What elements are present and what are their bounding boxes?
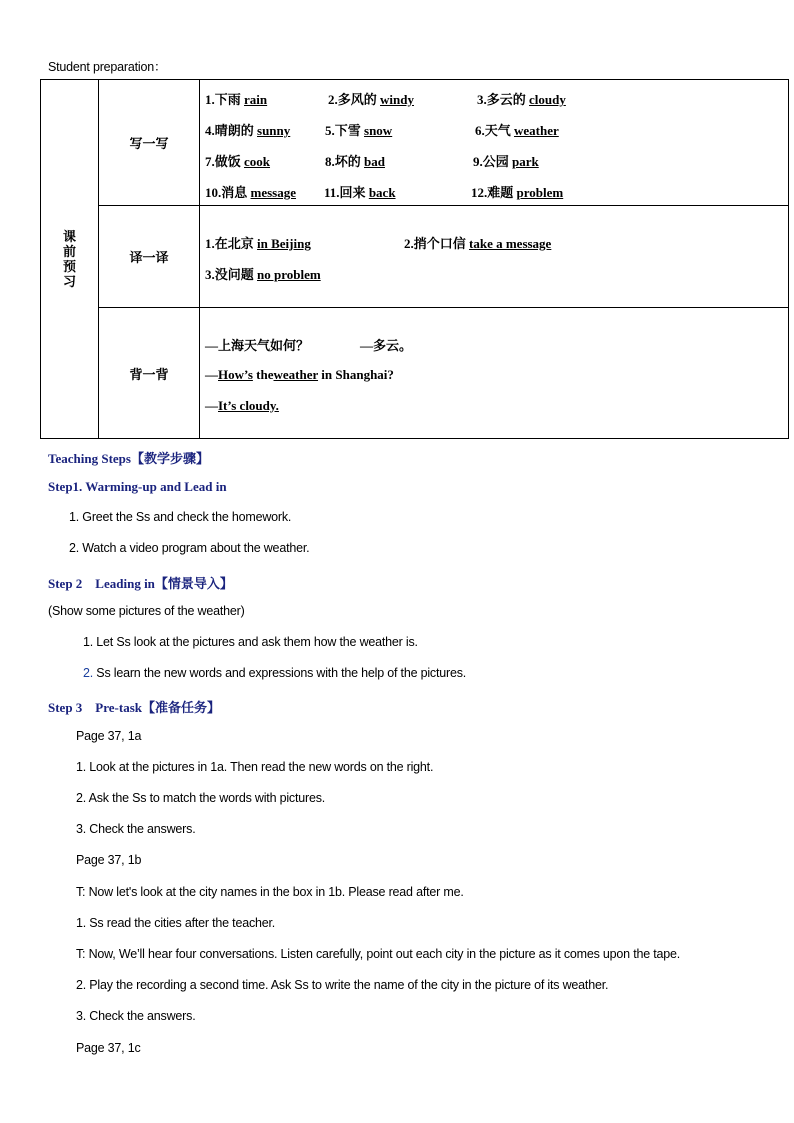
page-ref: Page 37, 1b <box>76 853 142 867</box>
page-ref: Page 37, 1a <box>76 729 142 743</box>
word-item: 4.晴朗的 sunny <box>205 123 291 138</box>
phrase-item: 2.捎个口信 take a message <box>404 236 552 251</box>
task-line: 2. Play the recording a second time. Ask Ss to write the name of the city in the picture of its weather. <box>76 978 609 992</box>
section-label-write: 写一写 <box>99 80 200 206</box>
dialogue-answer-cn: —多云。 <box>360 338 413 353</box>
dialogue-question-en: —How’s theweather in Shanghai? <box>205 367 394 382</box>
task-line: 3. Check the answers. <box>76 822 196 836</box>
write-words-cell <box>200 80 789 206</box>
step2-item: 2. Ss learn the new words and expressions with the help of the pictures. <box>83 666 467 680</box>
word-item: 8.坏的 bad <box>325 154 385 169</box>
step1-item: 2. Watch a video program about the weather. <box>69 541 310 555</box>
teaching-steps-heading: Teaching Steps【教学步骤】 <box>48 451 209 466</box>
student-preparation-heading: Student preparation： <box>48 60 167 74</box>
task-line: 1. Ss read the cities after the teacher. <box>76 916 276 930</box>
word-item: 1.下雨 rain <box>205 92 268 107</box>
word-item: 7.做饭 cook <box>205 154 271 169</box>
page-ref: Page 37, 1c <box>76 1041 141 1055</box>
step2-note: (Show some pictures of the weather) <box>48 604 245 618</box>
step1-item: 1. Greet the Ss and check the homework. <box>69 510 292 524</box>
word-item: 6.天气 weather <box>475 123 559 138</box>
dialogue-answer-en: —It’s cloudy. <box>205 398 279 413</box>
task-line: 3. Check the answers. <box>76 1009 196 1023</box>
section-label-translate: 译一译 <box>99 206 200 308</box>
category-cell <box>41 80 99 439</box>
step2-item: 1. Let Ss look at the pictures and ask them how the weather is. <box>83 635 418 649</box>
word-item: 12.难题 problem <box>471 185 564 200</box>
word-item: 2.多风的 windy <box>328 92 414 107</box>
step2-heading: Step 2 Leading in【情景导入】 <box>48 576 233 591</box>
word-item: 3.多云的 cloudy <box>477 92 566 107</box>
section-label-recite: 背一背 <box>99 308 200 439</box>
recite-cell <box>200 308 789 439</box>
phrase-item: 1.在北京 in Beijing <box>205 236 311 251</box>
word-item: 10.消息 message <box>205 185 297 200</box>
step1-heading: Step1. Warming-up and Lead in <box>48 479 227 494</box>
translate-cell <box>200 206 789 308</box>
phrase-item: 3.没问题 no problem <box>205 267 321 282</box>
word-item: 5.下雪 snow <box>325 123 393 138</box>
category-label: 课前预习 <box>62 228 76 289</box>
word-item: 9.公园 park <box>473 154 539 169</box>
task-line: T: Now let's look at the city names in the box in 1b. Please read after me. <box>76 885 464 899</box>
step3-heading: Step 3 Pre-task【准备任务】 <box>48 700 221 715</box>
word-item: 11.回来 back <box>324 185 396 200</box>
task-line: 1. Look at the pictures in 1a. Then read the new words on the right. <box>76 760 434 774</box>
preparation-table <box>40 79 789 439</box>
task-line: T: Now, We’ll hear four conversations. Listen carefully, point out each city in the picture as it comes upon the tape. <box>76 947 681 961</box>
dialogue-question-cn: —上海天气如何？ <box>205 338 310 353</box>
task-line: 2. Ask the Ss to match the words with pictures. <box>76 791 326 805</box>
